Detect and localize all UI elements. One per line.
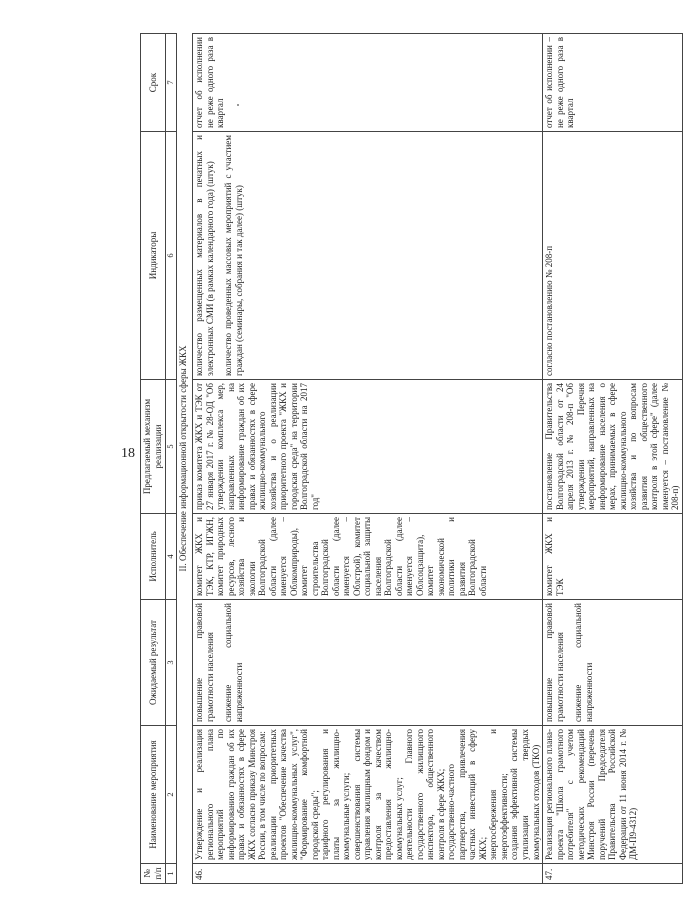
header-row: [141, 34, 166, 884]
measure-name: Реализация регионального плана-проекта "Школа грамотного потребителя" с учетом методических рекомендаций Минстроя России (перечень поручений Председателя Правительства Российской Федерации от 11 июня 2014 г. № ДМ-П9-4312): [543, 726, 683, 864]
column-number: 5: [166, 380, 177, 514]
section-row: [177, 34, 193, 884]
row-number: 46.: [193, 864, 543, 884]
mechanism: приказ комитета ЖКХ и ТЭК от 27 января 2017 г. № 28-ОД "Об утверждении комплекса мер, направленных на информирование граждан об их правах и обязанностях в сфере жилищно-коммунального хозяйства и о реализации приоритетного проекта "ЖКХ и городская среда" на территории Волгоградской области на 2017 год": [193, 380, 543, 514]
column-number: 3: [166, 600, 177, 726]
expected-result-item: снижение социальной напряженности: [223, 603, 244, 722]
column-number: 7: [166, 34, 177, 132]
measure-name: Утверждение и реализация регионального плана мероприятий по информированию граждан об их правах и обязанностях в сфере ЖКХ согласно приказу Минстроя России, в том числе по вопросам: реализации приоритетных проектов "Обеспечение качества жилищно-коммунальных услуг", "Формирование комфортной городской среды"; тарифного регулирования и платы за жилищно-коммунальные услуги; совершенствования системы управления жилищным фондом и контроля за качеством предоставления жилищно-коммунальных услуг; деятельности Главного государственного жилищного инспектора, общественного контроля в сфере ЖКХ; государственно-частного партнерства, привлечения частных инвестиций в сферу ЖКХ; энергосбережения и энергоэффективности; создания эффективной системы утилизации твердых коммунальных отходов (ТКО): [193, 726, 543, 864]
column-number: 4: [166, 514, 177, 600]
indicators: [193, 132, 543, 380]
expected-result: [543, 600, 683, 726]
column-number: 2: [166, 726, 177, 864]
header-number: № п/п: [141, 864, 166, 884]
table-row: [193, 34, 543, 884]
header-executor: Исполнитель: [141, 514, 166, 600]
indicator-item: количество проведенных массовых мероприятий с участием граждан (семинары, собрания и так далее) (штук): [223, 135, 244, 376]
executor: комитет ЖКХ и ТЭК, КТР, ИГЖН, комитет природных ресурсов, лесного хозяйства и экологии Волгоградской области (далее именуется – Облкомприроды), комитет строительства Волгоградской области (далее именуется – Облстрой), комитет социальной защиты населения Волгоградской области (далее именуется – Облсоцзащита), комитет экономической политики и развития Волгоградской области: [193, 514, 543, 600]
indicator-item: количество размещенных материалов в печатных и электронных СМИ (в рамках календарного года) (штук): [194, 135, 215, 376]
row-number: 47.: [543, 864, 683, 884]
column-number: 6: [166, 132, 177, 380]
executor: комитет ЖКХ и ТЭК: [543, 514, 683, 600]
rotated-table-area: [140, 34, 681, 884]
deadline: отчет об исполнении – не реже одного раза в квартал: [543, 34, 683, 132]
expected-result-item: снижение социальной напряженности: [573, 603, 594, 722]
section-title: II. Обеспечение информационной открытости сферы ЖКХ: [177, 34, 193, 884]
mechanism: постановление Правительства Волгоградской области от 24 апреля 2013 г. № 208-п "Об утверждении Перечня мероприятий, направленных на информирование населения о мерах, принимаемых в сфере жилищно-коммунального хозяйства и по вопросам развития общественного контроля в этой сфере" (далее именуется – постановление № 208-п): [543, 380, 683, 514]
indicator-item: согласно постановлению № 208-п: [544, 245, 555, 376]
header-indicators: Индикаторы: [141, 132, 166, 380]
table-row: [543, 34, 683, 884]
header-deadline: Срок: [141, 34, 166, 132]
header-mechanism: Предлагаемый механизм реализации: [141, 380, 166, 514]
deadline: отчет об исполнении не реже одного раза в квартал: [193, 34, 543, 132]
expected-result: [193, 600, 543, 726]
header-measure-name: Наименование мероприятия: [141, 726, 166, 864]
expected-result-item: повышение правовой грамотности населения: [194, 603, 215, 722]
expected-result-item: повышение правовой грамотности населения: [544, 603, 565, 722]
measures-table: [140, 33, 683, 884]
page-number: 18: [121, 446, 135, 461]
header-expected-result: Ожидаемый результат: [141, 600, 166, 726]
column-number-row: [166, 34, 177, 884]
column-number: 1: [166, 864, 177, 884]
indicators: [543, 132, 683, 380]
